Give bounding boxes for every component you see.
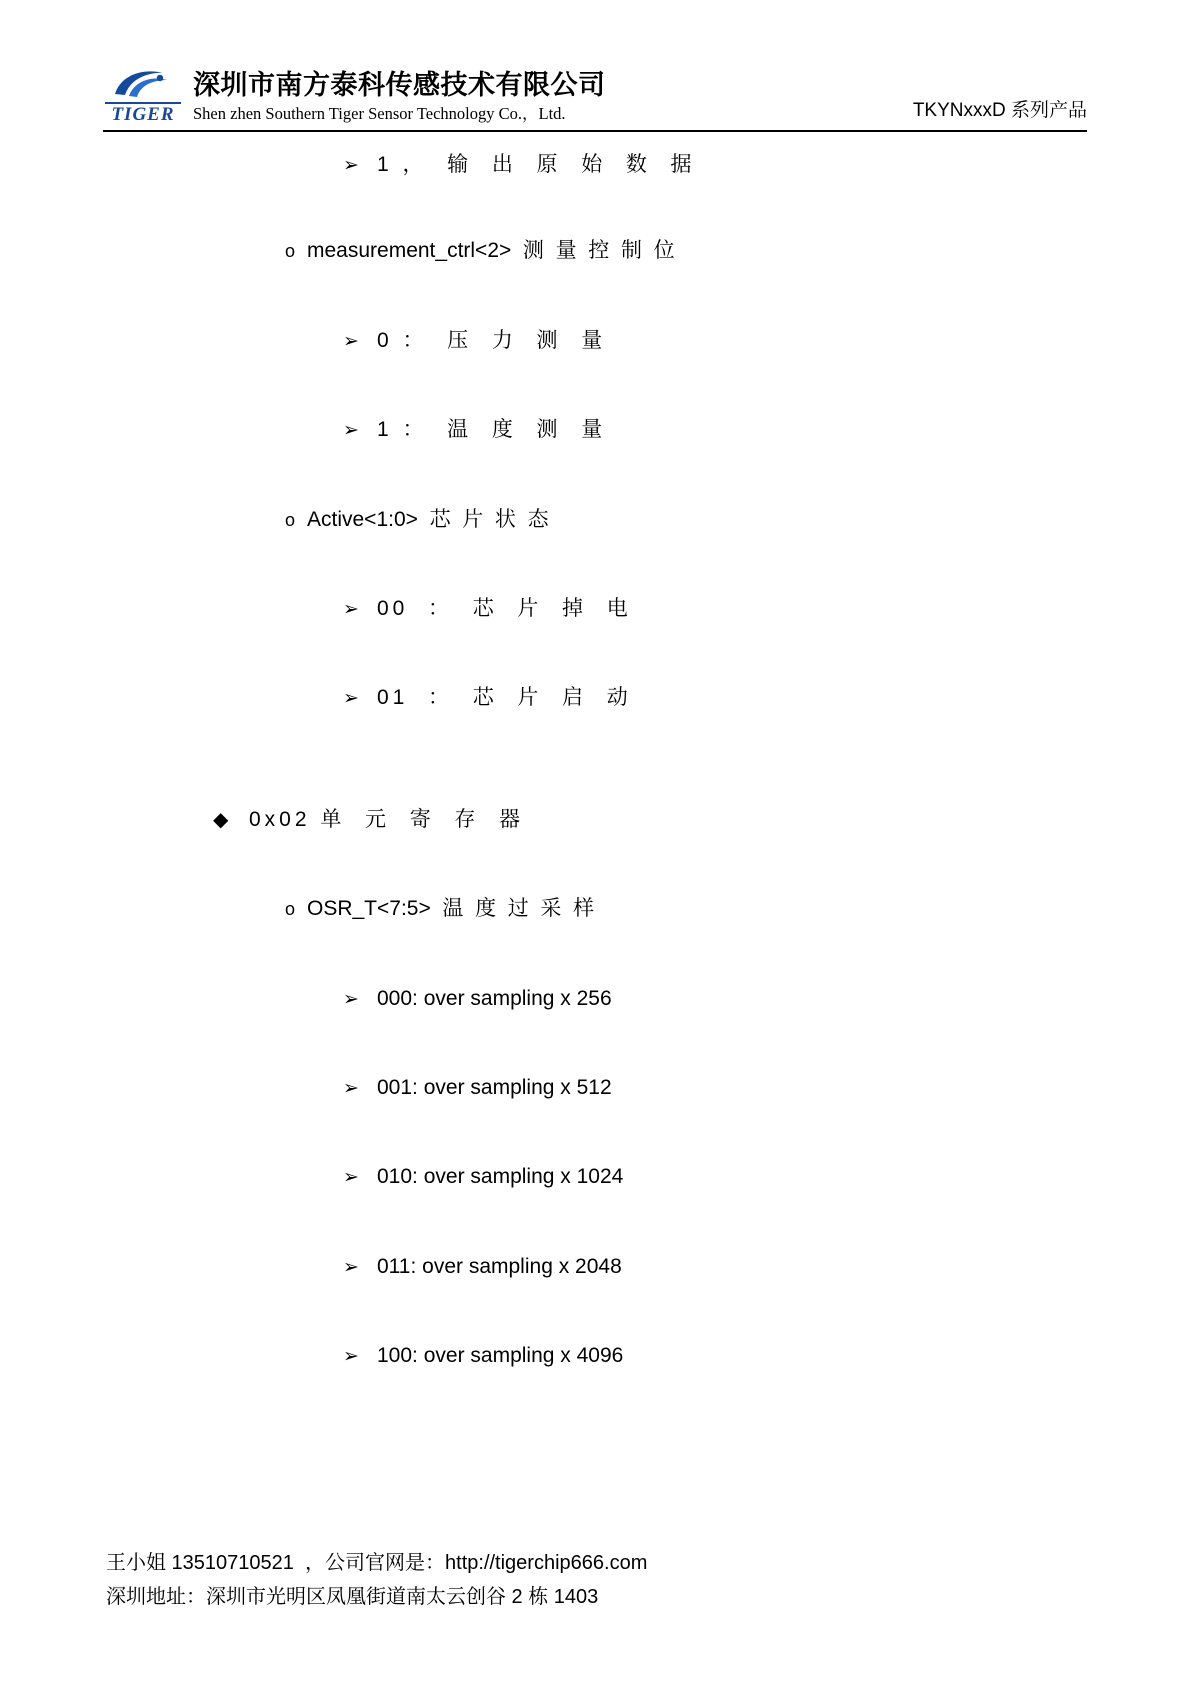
list-item — [285, 505, 1087, 534]
section-heading — [213, 805, 1087, 834]
list-item — [285, 236, 1087, 265]
logo-wordmark: TIGER — [111, 104, 175, 125]
tiger-logo-icon — [103, 66, 183, 128]
list-item — [343, 1073, 1087, 1102]
arrow-bullet-icon: ➢ — [343, 154, 359, 176]
section-heading-text: 0x02 单 元 寄 存 器 — [249, 807, 525, 831]
arrow-bullet-icon: ➢ — [343, 1345, 359, 1368]
arrow-bullet-icon: ➢ — [343, 1166, 359, 1189]
page-header — [103, 48, 1087, 132]
list-item-text: 00 ： 芯 片 掉 电 — [377, 596, 632, 620]
arrow-bullet-icon: ➢ — [343, 987, 359, 1010]
company-brand — [103, 66, 606, 128]
circle-bullet-icon: o — [285, 899, 296, 920]
list-item-text: 100: over sampling x 4096 — [377, 1344, 624, 1368]
list-item-text: 01 ： 芯 片 启 动 — [377, 686, 632, 710]
list-item-text: OSR_T<7:5> 温 度 过 采 样 — [307, 897, 595, 921]
diamond-bullet-icon: ◆ — [213, 806, 229, 831]
header-divider — [103, 130, 1087, 132]
list-item-text: Active<1:0> 芯 片 状 态 — [307, 507, 549, 531]
arrow-bullet-icon: ➢ — [343, 1076, 359, 1099]
company-name-cn: 深圳市南方泰科传感技术有限公司 — [193, 69, 606, 100]
footer-contact-line: 王小姐 13510710521 ，公司官网是：http://tigerchip666.com — [106, 1552, 648, 1574]
arrow-bullet-icon: ➢ — [343, 1255, 359, 1278]
company-name-en: Shen zhen Southern Tiger Sensor Technology Co.，Ltd. — [193, 103, 566, 123]
list-item-text: 1 ： 温 度 测 量 — [377, 418, 607, 442]
list-item — [285, 894, 1087, 923]
product-series-label: TKYNxxxD 系列产品 — [912, 100, 1087, 121]
circle-bullet-icon: o — [285, 509, 296, 530]
list-item-text: 1 ， 输 出 原 始 数 据 — [377, 153, 696, 176]
list-item-text: 011: over sampling x 2048 — [377, 1254, 622, 1278]
list-item — [343, 1252, 1087, 1281]
arrow-bullet-icon: ➢ — [343, 597, 359, 620]
list-item — [343, 1162, 1087, 1191]
page-footer — [106, 1546, 1106, 1614]
arrow-bullet-icon: ➢ — [343, 687, 359, 710]
arrow-bullet-icon: ➢ — [343, 329, 359, 352]
list-item-text: measurement_ctrl<2> 测 量 控 制 位 — [307, 239, 675, 263]
list-item — [343, 326, 1087, 355]
list-item — [343, 984, 1087, 1013]
list-item-text: 010: over sampling x 1024 — [377, 1165, 624, 1189]
list-item-text: 000: over sampling x 256 — [377, 986, 612, 1010]
list-item — [343, 150, 1087, 179]
list-item-text: 001: over sampling x 512 — [377, 1075, 612, 1099]
list-item — [343, 683, 1087, 712]
arrow-bullet-icon: ➢ — [343, 419, 359, 442]
footer-address-line: 深圳地址：深圳市光明区凤凰街道南太云创谷 2 栋 1403 — [106, 1586, 599, 1608]
list-item — [343, 594, 1087, 623]
list-item — [343, 415, 1087, 444]
document-body — [103, 150, 1087, 1370]
circle-bullet-icon: o — [285, 241, 296, 262]
list-item-text: 0 ： 压 力 测 量 — [377, 328, 607, 352]
list-item — [343, 1341, 1087, 1370]
